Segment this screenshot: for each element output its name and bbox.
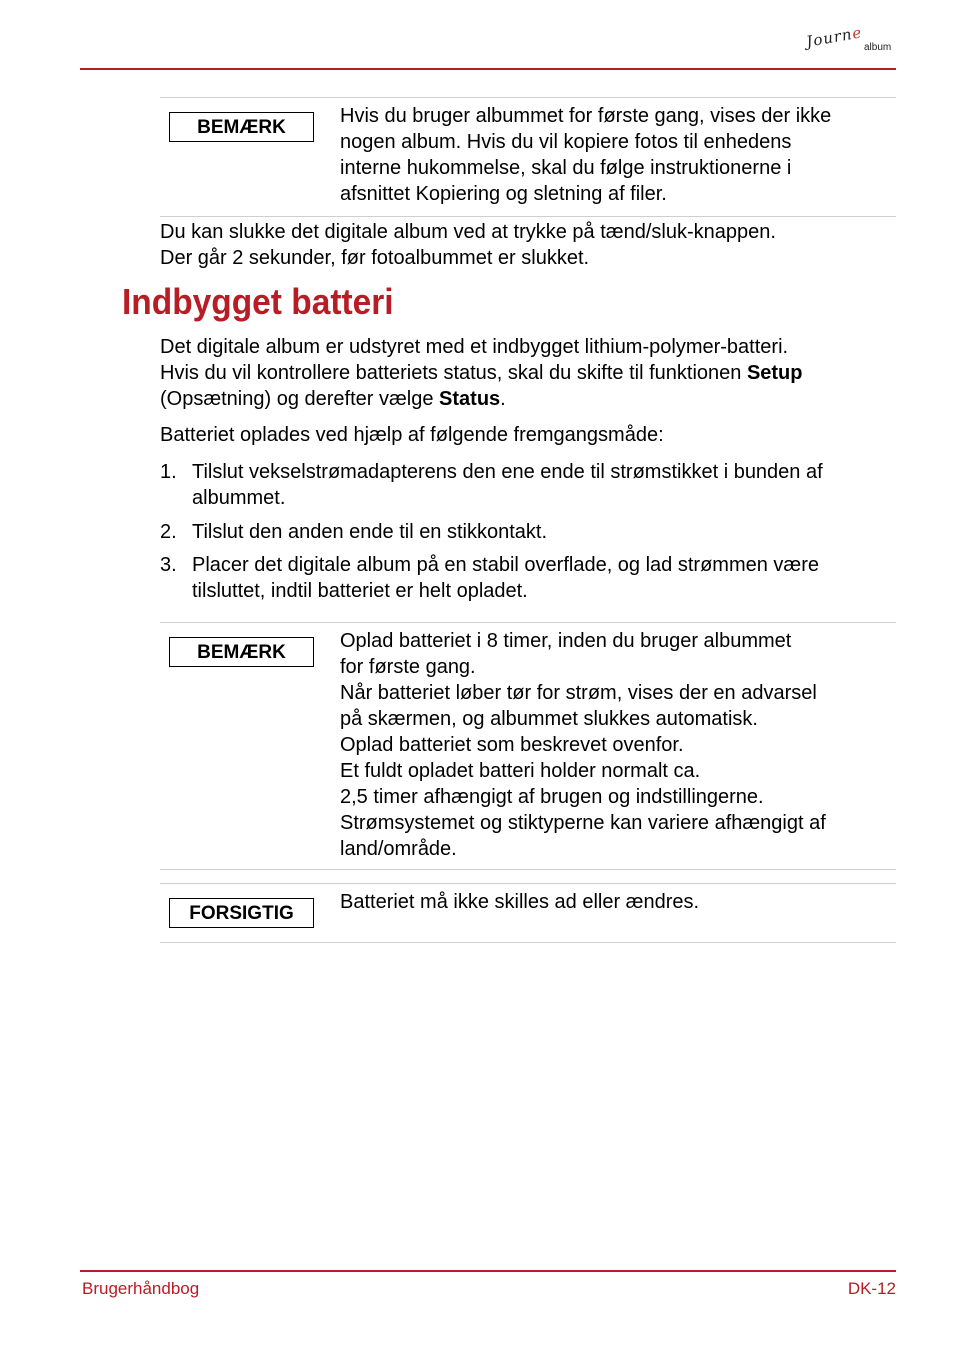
note-line: Hvis du bruger albummet for første gang, vises der ikke xyxy=(340,105,832,127)
footer-manual-title: Brugerhåndbog xyxy=(82,1279,200,1298)
setup-term: Setup xyxy=(746,362,803,384)
header-rule xyxy=(80,68,896,70)
note-line: afsnittet Kopiering og sletning af filer. xyxy=(340,183,667,205)
paragraph-line: (Opsætning) og derefter vælge Status. xyxy=(160,388,506,410)
note-tag: BEMÆRK xyxy=(169,637,314,667)
note-text: Oplad batteriet i 8 timer, inden du bruger albummet for første gang. Når batteriet løber tør for strøm, vises der en advarsel på skærmen, og albummet slukkes automatisk. Oplad batteriet som beskrevet ovenfor. Et fuldt opladet batteri holder normalt ca. 2,5 timer afhængigt af brugen og indstillingerne. Strømsystemet og stiktyperne kan variere afhængigt af land/område. xyxy=(340,630,826,860)
status-term: Status xyxy=(439,388,501,410)
page-number: DK-12 xyxy=(847,1279,896,1298)
logo-album-text: album xyxy=(864,42,892,53)
paragraph-line: Du kan slukke det digitale album ved at trykke på tænd/sluk-knappen. xyxy=(160,221,776,243)
note-text xyxy=(340,103,888,207)
paragraph-line: Det digitale album er udstyret med et indbygget lithium-polymer-batteri. xyxy=(160,336,789,358)
section-title: Indbygget batteri xyxy=(122,281,394,322)
note-line: interne hukommelse, skal du følge instruktionerne i xyxy=(340,157,792,179)
caution-tag: FORSIGTIG xyxy=(169,898,314,928)
caution-text: Batteriet må ikke skilles ad eller ændres. xyxy=(340,891,700,913)
paragraph-line: Der går 2 sekunder, før fotoalbummet er slukket. xyxy=(160,247,590,269)
paragraph-line: Hvis du vil kontrollere batteriets status, skal du skifte til funktionen Setup xyxy=(160,362,803,384)
list-number: 3. xyxy=(160,554,177,576)
paragraph-charging-intro: Batteriet oplades ved hjælp af følgende fremgangsmåde: xyxy=(160,424,664,446)
note-box-charging xyxy=(160,622,896,870)
footer-rule xyxy=(80,1270,896,1272)
list-number: 2. xyxy=(160,521,177,543)
list-number: 1. xyxy=(160,461,177,483)
note-box-first-use xyxy=(160,97,896,217)
caution-box xyxy=(160,883,896,943)
note-tag: BEMÆRK xyxy=(169,112,314,142)
note-line: nogen album. Hvis du vil kopiere fotos til enhedens xyxy=(340,131,792,153)
logo-script: Journe xyxy=(804,23,864,51)
paragraph-power-off xyxy=(160,219,776,271)
paragraph-battery-intro xyxy=(160,334,803,412)
journe-album-logo xyxy=(804,23,898,58)
